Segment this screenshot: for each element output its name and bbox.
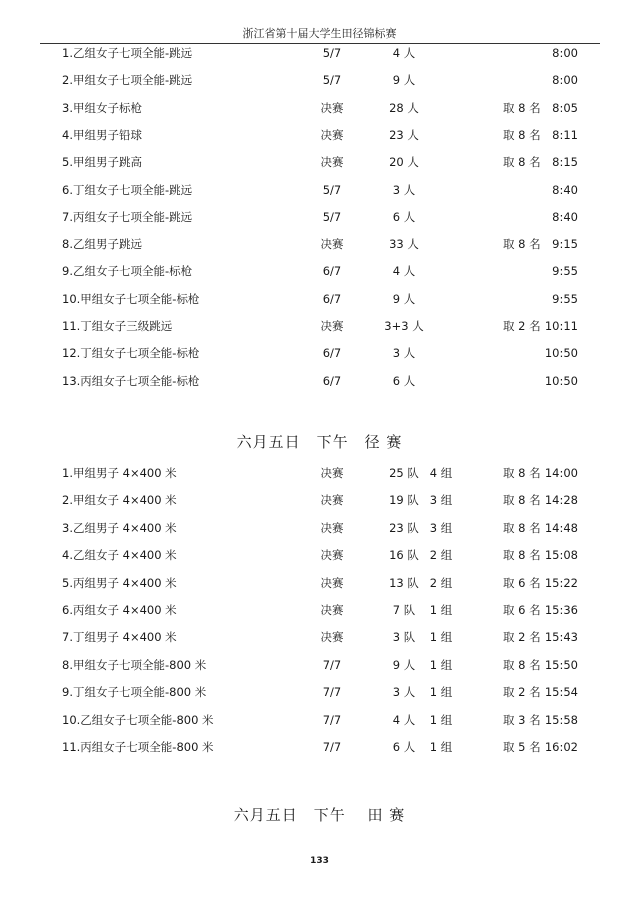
schedule-row	[0, 464, 639, 482]
round-label: 5/7	[322, 209, 342, 224]
start-time: 8:00	[552, 46, 578, 60]
advance-count: 取 2 名	[503, 319, 541, 333]
entry-count: 23 人	[389, 127, 419, 142]
start-time: 14:48	[544, 520, 578, 535]
round-label: 6/7	[322, 373, 342, 388]
start-time: 15:50	[544, 657, 578, 672]
heat-groups: 1 组	[429, 657, 453, 672]
event-name: 11.丙组女子七项全能-800 米	[62, 740, 214, 754]
round-label: 决赛	[320, 127, 344, 142]
entry-count: 3 人	[392, 685, 416, 700]
event-name: 2.甲组女子七项全能-跳远	[62, 73, 193, 88]
heat-groups: 3 组	[429, 520, 453, 535]
entry-count: 9 人	[392, 291, 416, 306]
heat-groups: 4 组	[429, 466, 453, 480]
event-name: 3.乙组男子 4×400 米	[62, 520, 177, 535]
entry-count: 4 人	[392, 264, 416, 279]
event-name: 1.甲组男子 4×400 米	[62, 466, 177, 480]
heat-groups: 1 组	[429, 712, 453, 727]
round-label: 6/7	[322, 346, 342, 361]
start-time: 15:54	[544, 685, 578, 700]
advance-count: 取 8 名	[503, 155, 541, 170]
heat-groups: 2 组	[429, 575, 453, 590]
event-name: 13.丙组女子七项全能-标枪	[62, 373, 200, 388]
entry-count: 19 队	[389, 493, 419, 508]
round-label: 5/7	[322, 46, 342, 60]
schedule-row	[0, 181, 639, 199]
event-name: 12.丁组女子七项全能-标枪	[62, 346, 200, 361]
event-name: 10.甲组女子七项全能-标枪	[62, 291, 200, 306]
schedule-row	[0, 235, 639, 253]
round-label: 7/7	[322, 740, 342, 754]
round-label: 7/7	[322, 657, 342, 672]
entry-count: 13 队	[389, 575, 419, 590]
round-label: 6/7	[322, 264, 342, 279]
advance-count: 取 2 名	[503, 685, 541, 700]
start-time: 10:11	[544, 319, 578, 333]
schedule-row	[0, 519, 639, 537]
advance-count: 取 6 名	[503, 603, 541, 617]
start-time: 8:11	[552, 127, 578, 142]
event-name: 8.乙组男子跳远	[62, 237, 142, 252]
round-label: 7/7	[322, 685, 342, 700]
round-label: 5/7	[322, 182, 342, 197]
round-label: 决赛	[320, 630, 344, 645]
advance-count: 取 8 名	[503, 657, 541, 672]
entry-count: 23 队	[389, 520, 419, 535]
section-title-track: 六月五日 下午 径 赛	[236, 433, 403, 451]
start-time: 16:02	[544, 740, 578, 754]
start-time: 8:00	[552, 73, 578, 88]
round-label: 决赛	[320, 100, 344, 115]
start-time: 8:05	[552, 100, 578, 115]
event-name: 6.丙组女子 4×400 米	[62, 603, 177, 617]
round-label: 决赛	[320, 548, 344, 563]
round-label: 决赛	[320, 603, 344, 617]
start-time: 10:50	[544, 346, 578, 361]
advance-count: 取 8 名	[503, 100, 541, 115]
event-name: 7.丙组女子七项全能-跳远	[62, 209, 193, 224]
page-number: 133	[310, 856, 329, 866]
entry-count: 3 人	[392, 182, 416, 197]
entry-count: 9 人	[392, 73, 416, 88]
event-name: 1.乙组女子七项全能-跳远	[62, 46, 193, 60]
heat-groups: 3 组	[429, 493, 453, 508]
event-name: 8.甲组女子七项全能-800 米	[62, 657, 207, 672]
event-name: 11.丁组女子三级跳远	[62, 319, 173, 333]
advance-count: 取 8 名	[503, 520, 541, 535]
heat-groups: 1 组	[429, 685, 453, 700]
round-label: 5/7	[322, 73, 342, 88]
schedule-row	[0, 344, 639, 362]
start-time: 8:15	[552, 155, 578, 170]
start-time: 10:50	[544, 373, 578, 388]
start-time: 9:55	[552, 291, 578, 306]
event-name: 5.丙组男子 4×400 米	[62, 575, 177, 590]
entry-count: 3 人	[392, 346, 416, 361]
entry-count: 3 队	[392, 630, 416, 645]
event-name: 4.乙组女子 4×400 米	[62, 548, 177, 563]
advance-count: 取 3 名	[503, 712, 541, 727]
event-name: 4.甲组男子铅球	[62, 127, 142, 142]
start-time: 15:36	[544, 603, 578, 617]
schedule-row	[0, 290, 639, 308]
entry-count: 25 队	[389, 466, 419, 480]
schedule-row	[0, 628, 639, 646]
section-title-field: 六月五日 下午 田 赛	[233, 806, 406, 824]
start-time: 15:08	[544, 548, 578, 563]
round-label: 决赛	[320, 319, 344, 333]
schedule-row	[0, 208, 639, 226]
advance-count: 取 6 名	[503, 575, 541, 590]
heat-groups: 1 组	[429, 740, 453, 754]
entry-count: 7 队	[392, 603, 416, 617]
round-label: 6/7	[322, 291, 342, 306]
heat-groups: 1 组	[429, 630, 453, 645]
event-name: 2.甲组女子 4×400 米	[62, 493, 177, 508]
start-time: 9:15	[552, 237, 578, 252]
heat-groups: 1 组	[429, 603, 453, 617]
schedule-row	[0, 656, 639, 674]
start-time: 15:58	[544, 712, 578, 727]
advance-count: 取 8 名	[503, 493, 541, 508]
round-label: 决赛	[320, 575, 344, 590]
schedule-row	[0, 372, 639, 390]
start-time: 8:40	[552, 182, 578, 197]
round-label: 决赛	[320, 520, 344, 535]
entry-count: 6 人	[392, 373, 416, 388]
event-name: 7.丁组男子 4×400 米	[62, 630, 177, 645]
entry-count: 33 人	[389, 237, 419, 252]
round-label: 决赛	[320, 155, 344, 170]
entry-count: 16 队	[389, 548, 419, 563]
schedule-row	[0, 738, 639, 756]
entry-count: 4 人	[392, 712, 416, 727]
schedule-row	[0, 574, 639, 592]
start-time: 15:22	[544, 575, 578, 590]
event-name: 6.丁组女子七项全能-跳远	[62, 182, 193, 197]
schedule-row	[0, 601, 639, 619]
schedule-row	[0, 683, 639, 701]
entry-count: 3+3 人	[384, 319, 424, 333]
entry-count: 4 人	[392, 46, 416, 60]
advance-count: 取 8 名	[503, 127, 541, 142]
entry-count: 6 人	[392, 740, 416, 754]
start-time: 8:40	[552, 209, 578, 224]
advance-count: 取 8 名	[503, 466, 541, 480]
schedule-row	[0, 491, 639, 509]
start-time: 14:00	[544, 466, 578, 480]
event-name: 10.乙组女子七项全能-800 米	[62, 712, 214, 727]
schedule-row	[0, 546, 639, 564]
entry-count: 6 人	[392, 209, 416, 224]
event-name: 9.丁组女子七项全能-800 米	[62, 685, 207, 700]
schedule-row	[0, 262, 639, 280]
round-label: 7/7	[322, 712, 342, 727]
advance-count: 取 8 名	[503, 237, 541, 252]
entry-count: 9 人	[392, 657, 416, 672]
advance-count: 取 5 名	[503, 740, 541, 754]
event-name: 9.乙组女子七项全能-标枪	[62, 264, 193, 279]
advance-count: 取 2 名	[503, 630, 541, 645]
entry-count: 20 人	[389, 155, 419, 170]
entry-count: 28 人	[389, 100, 419, 115]
round-label: 决赛	[320, 493, 344, 508]
start-time: 15:43	[544, 630, 578, 645]
start-time: 14:28	[544, 493, 578, 508]
schedule-row	[0, 126, 639, 144]
heat-groups: 2 组	[429, 548, 453, 563]
event-name: 5.甲组男子跳高	[62, 155, 142, 170]
schedule-row	[0, 153, 639, 171]
schedule-row	[0, 44, 639, 62]
event-name: 3.甲组女子标枪	[62, 100, 142, 115]
start-time: 9:55	[552, 264, 578, 279]
round-label: 决赛	[320, 237, 344, 252]
page-header-title: 浙江省第十届大学生田径锦标赛	[242, 27, 397, 40]
schedule-row	[0, 71, 639, 89]
round-label: 决赛	[320, 466, 344, 480]
schedule-row	[0, 99, 639, 117]
advance-count: 取 8 名	[503, 548, 541, 563]
schedule-row	[0, 317, 639, 335]
schedule-row	[0, 711, 639, 729]
